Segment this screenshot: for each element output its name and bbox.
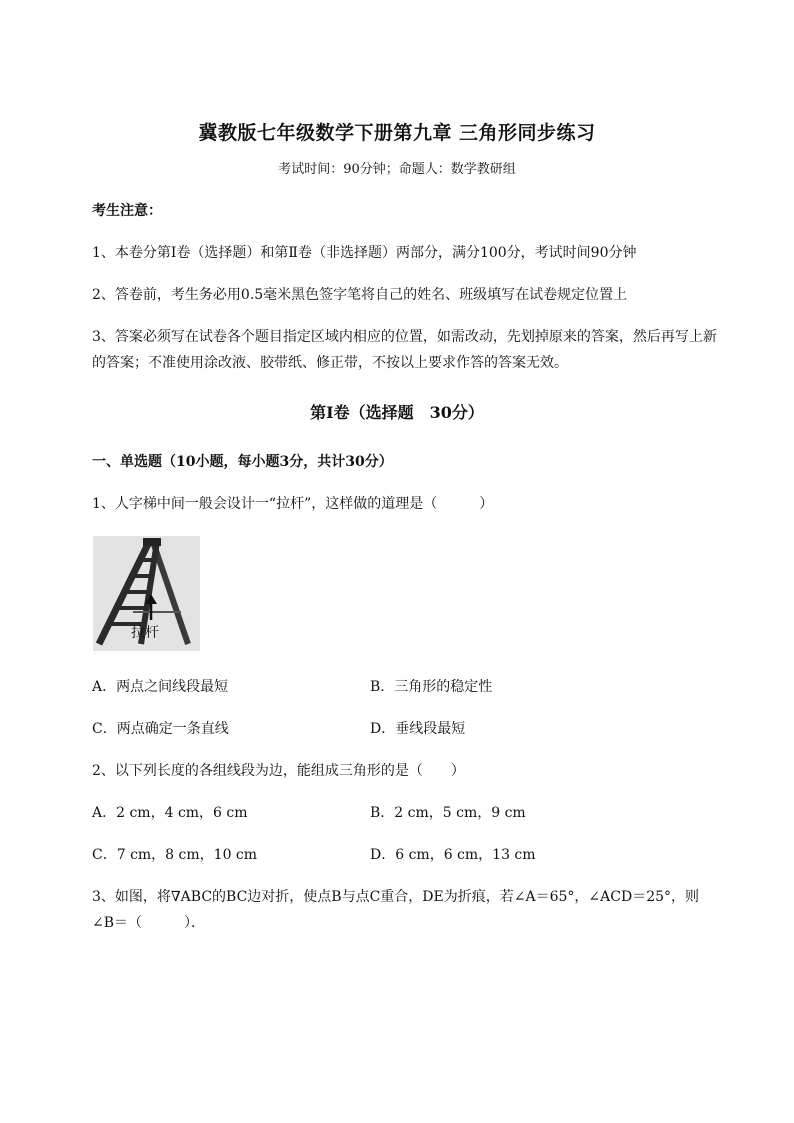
question-1-option-c: C．两点确定一条直线 — [92, 721, 229, 737]
question-1-option-b: B．三角形的稳定性 — [370, 679, 493, 695]
question-3-stem: 3、如图，将∇ABC的BC边对折，使点B与点C重合，DE为折痕，若∠A＝65°，∠ACD＝25°，则 — [92, 889, 700, 905]
question-2-stem: 2、以下列长度的各组线段为边，能组成三角形的是（ ） — [92, 763, 465, 779]
ladder-label: 拉杆 — [131, 625, 159, 641]
question-2-option-b: B．2 cm，5 cm，9 cm — [370, 805, 526, 821]
page-title: 冀教版七年级数学下册第九章 三角形同步练习 — [198, 122, 596, 144]
question-2-option-c: C．7 cm，8 cm，10 cm — [92, 847, 258, 863]
question-1-option-d: D．垂线段最短 — [370, 721, 466, 737]
question-1-stem: 1、人字梯中间一般会设计一“拉杆”，这样做的道理是（ ） — [92, 496, 494, 512]
part-heading: 一、单选题（10小题，每小题3分，共计30分） — [92, 454, 393, 470]
question-3-stem-cont: ∠B＝（ ）． — [92, 915, 206, 931]
question-2-option-d: D．6 cm，6 cm，13 cm — [370, 847, 536, 863]
notice-item-3: 3、答案必须写在试卷各个题目指定区域内相应的位置，如需改动，先划掉原来的答案，然后再写上新 — [92, 329, 717, 345]
notice-item-2: 2、答卷前，考生务必用0.5毫米黑色签字笔将自己的姓名、班级填写在试卷规定位置上 — [92, 287, 628, 303]
section-title: 第Ⅰ卷（选择题 30分） — [310, 403, 484, 422]
notice-heading: 考生注意： — [92, 203, 162, 219]
notice-item-1: 1、本卷分第Ⅰ卷（选择题）和第Ⅱ卷（非选择题）两部分，满分100分，考试时间90分钟 — [92, 245, 637, 261]
exam-info: 考试时间：90分钟；命题人：数学教研组 — [278, 162, 516, 177]
question-1-option-a: A．两点之间线段最短 — [92, 679, 229, 695]
question-2-option-a: A．2 cm，4 cm，6 cm — [92, 805, 248, 821]
notice-item-3-cont: 的答案；不准使用涂改液、胶带纸、修正带，不按以上要求作答的答案无效。 — [92, 355, 568, 371]
ladder-figure — [93, 536, 200, 651]
